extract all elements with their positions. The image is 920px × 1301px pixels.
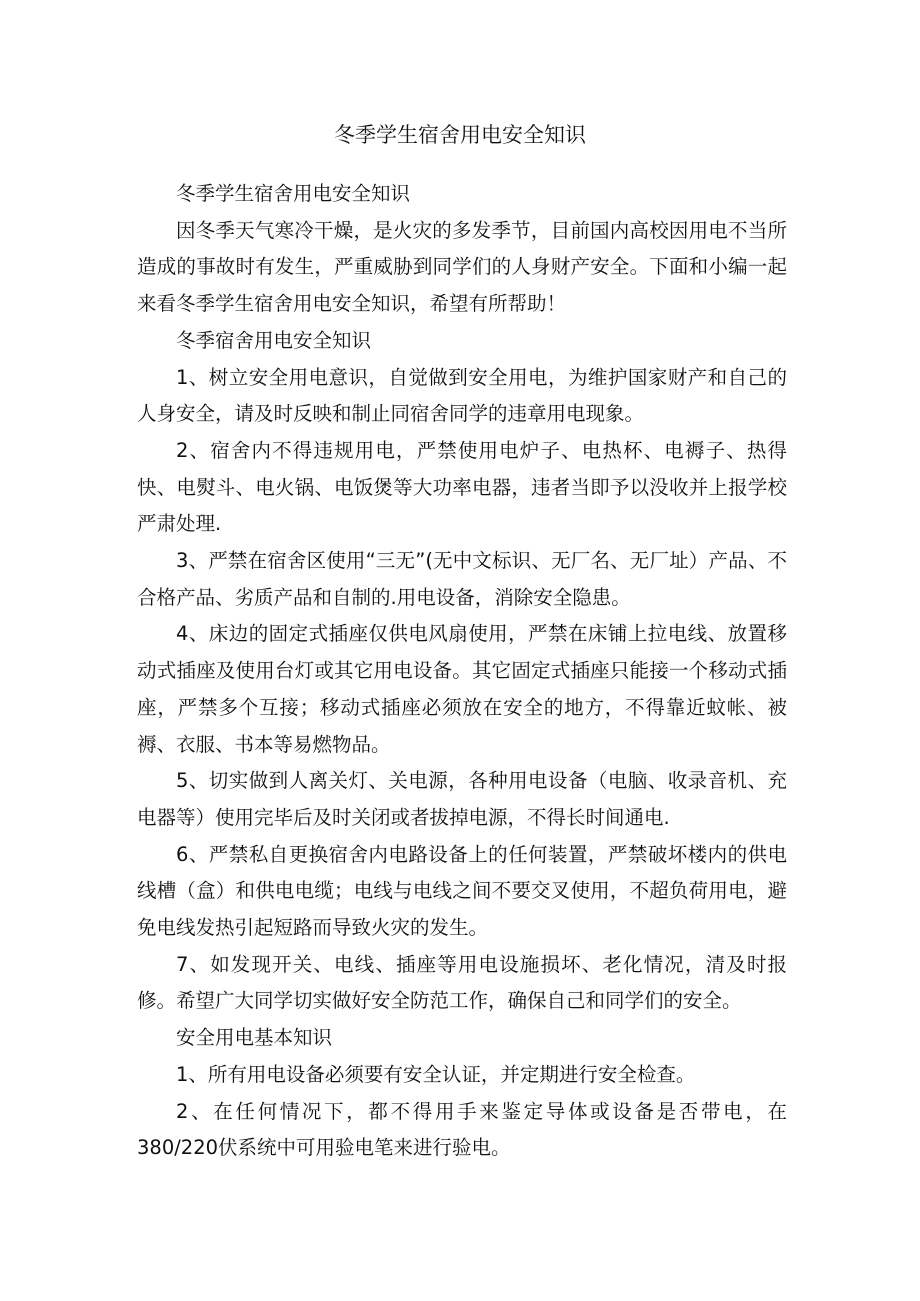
rule-item: 3、严禁在宿舍区使用“三无”(无中文标识、无厂名、无厂址）产品、不合格产品、劣质产品和自制的.用电设备，消除安全隐患。 — [137, 549, 787, 609]
section-heading: 冬季宿舍用电安全知识 — [176, 328, 372, 352]
document-body — [137, 176, 787, 1167]
rule-item: 2、宿舍内不得违规用电，严禁使用电炉子、电热杯、电褥子、热得快、电熨斗、电火锅、电饭煲等大功率电器，违者当即予以没收并上报学校严肃处理. — [137, 438, 787, 536]
document-title: 冬季学生宿舍用电安全知识 — [334, 123, 586, 147]
rule-item: 5、切实做到人离关灯、关电源，各种用电设备（电脑、收录音机、充电器等）使用完毕后及时关闭或者拔掉电源，不得长时间通电. — [137, 769, 787, 829]
rule-item: 4、床边的固定式插座仅供电风扇使用，严禁在床铺上拉电线、放置移动式插座及使用台灯或其它用电设备。其它固定式插座只能接一个移动式插座，严禁多个互接；移动式插座必须放在安全的地方，不得靠近蚊帐、被褥、衣服、书本等易燃物品。 — [137, 622, 787, 756]
intro-paragraph: 因冬季天气寒冷干燥，是火灾的多发季节，目前国内高校因用电不当所造成的事故时有发生，严重威胁到同学们的人身财产安全。下面和小编一起来看冬季学生宿舍用电安全知识，希望有所帮助！ — [137, 218, 787, 316]
rule-item: 1、树立安全用电意识，自觉做到安全用电，为维护国家财产和自己的人身安全，请及时反映和制止同宿舍同学的违章用电现象。 — [137, 365, 787, 426]
rule-item: 2、在任何情况下，都不得用手来鉴定导体或设备是否带电，在380/220伏系统中可用验电笔来进行验电。 — [137, 1099, 787, 1160]
rule-item: 1、所有用电设备必须要有安全认证，并定期进行安全检查。 — [176, 1062, 696, 1086]
rule-item: 6、严禁私自更换宿舍内电路设备上的任何装置，严禁破坏楼内的供电线槽（盒）和供电电缆；电线与电线之间不要交叉使用，不超负荷用电，避免电线发热引起短路而导致火灾的发生。 — [137, 842, 787, 940]
section-heading: 冬季学生宿舍用电安全知识 — [176, 182, 411, 205]
section-heading: 安全用电基本知识 — [176, 1026, 333, 1050]
rule-item: 7、如发现开关、电线、插座等用电设施损坏、老化情况，清及时报修。希望广大同学切实做好安全防范工作，确保自己和同学们的安全。 — [137, 952, 787, 1013]
